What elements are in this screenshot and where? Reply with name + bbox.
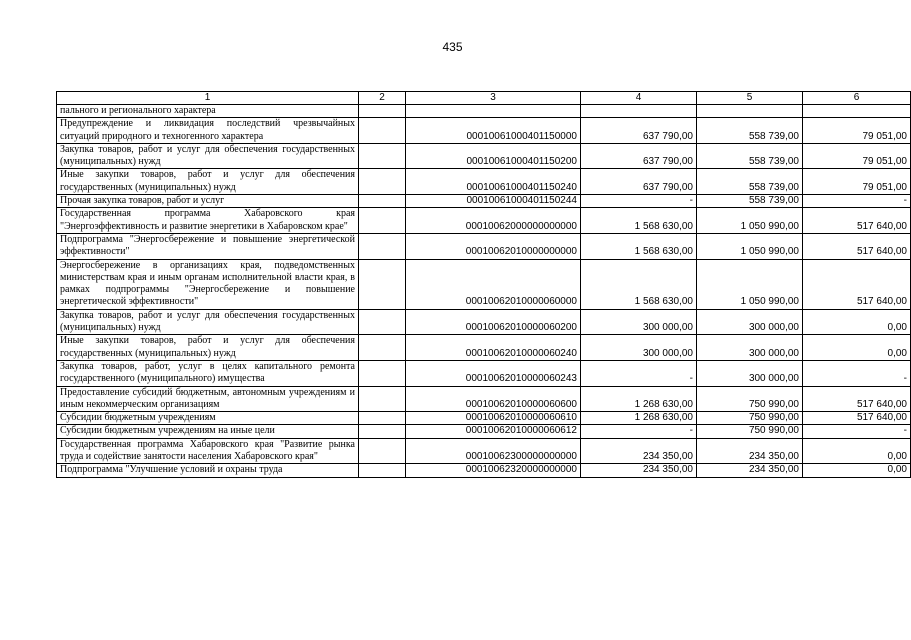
table-row	[57, 335, 911, 361]
row-value-col4: 300 000,00	[581, 309, 697, 335]
row-col2-cell	[359, 335, 406, 361]
table-row	[57, 143, 911, 169]
row-value-col6: 517 640,00	[803, 412, 911, 425]
row-name-cell: Подпрограмма "Энергосбережение и повышение энергетической эффективности"	[57, 233, 359, 259]
row-value-col4: -	[581, 360, 697, 386]
row-value-col4: 1 268 630,00	[581, 386, 697, 412]
row-value-col4: 1 268 630,00	[581, 412, 697, 425]
row-value-col4	[581, 105, 697, 118]
row-name-cell: Субсидии бюджетным учреждениям на иные цели	[57, 425, 359, 438]
table-row	[57, 309, 911, 335]
row-name-cell: Государственная программа Хабаровского края "Энергоэффективность и развитие энергетики в Хабаровском крае"	[57, 208, 359, 234]
table-row	[57, 360, 911, 386]
row-col2-cell	[359, 425, 406, 438]
row-name-cell: Государственная программа Хабаровского края "Развитие рынка труда и содействие занятости населения Хабаровского края"	[57, 438, 359, 464]
row-code-cell: 00010061000401150244	[406, 195, 581, 208]
row-name-cell: Закупка товаров, работ и услуг для обеспечения государственных (муниципальных) нужд	[57, 143, 359, 169]
row-value-col4: -	[581, 195, 697, 208]
table-row	[57, 259, 911, 309]
row-code-cell: 00010062010000060610	[406, 412, 581, 425]
row-value-col6: 0,00	[803, 464, 911, 477]
row-code-cell: 00010062010000000000	[406, 233, 581, 259]
row-value-col6: 79 051,00	[803, 118, 911, 144]
row-col2-cell	[359, 438, 406, 464]
column-header: 2	[359, 92, 406, 105]
row-value-col5: 558 739,00	[697, 118, 803, 144]
row-name-cell: Энергосбережение в организациях края, подведомственных министерствам края и иным органам исполнительной власти края, в рамках подпрограммы "Энергосбережение и повышение энергетической эффективности"	[57, 259, 359, 309]
row-value-col4: 637 790,00	[581, 169, 697, 195]
row-code-cell: 00010062010000060243	[406, 360, 581, 386]
table-row	[57, 118, 911, 144]
row-name-cell: Закупка товаров, работ, услуг в целях капитального ремонта государственного (муниципального) имущества	[57, 360, 359, 386]
row-value-col5: 1 050 990,00	[697, 233, 803, 259]
table-row	[57, 195, 911, 208]
row-name-cell: Закупка товаров, работ и услуг для обеспечения государственных (муниципальных) нужд	[57, 309, 359, 335]
row-col2-cell	[359, 195, 406, 208]
row-code-cell: 00010061000401150240	[406, 169, 581, 195]
row-value-col6: -	[803, 425, 911, 438]
row-code-cell: 00010061000401150000	[406, 118, 581, 144]
row-value-col4: 637 790,00	[581, 118, 697, 144]
row-value-col6: 79 051,00	[803, 143, 911, 169]
row-name-cell: Субсидии бюджетным учреждениям	[57, 412, 359, 425]
row-value-col4: 234 350,00	[581, 438, 697, 464]
row-code-cell	[406, 105, 581, 118]
row-value-col5: 300 000,00	[697, 335, 803, 361]
row-col2-cell	[359, 118, 406, 144]
row-col2-cell	[359, 360, 406, 386]
row-col2-cell	[359, 169, 406, 195]
column-header: 6	[803, 92, 911, 105]
row-value-col4: -	[581, 425, 697, 438]
row-col2-cell	[359, 386, 406, 412]
row-code-cell: 00010062000000000000	[406, 208, 581, 234]
row-value-col5: 1 050 990,00	[697, 208, 803, 234]
row-value-col5: 558 739,00	[697, 143, 803, 169]
row-value-col5: 300 000,00	[697, 360, 803, 386]
row-value-col6: 517 640,00	[803, 259, 911, 309]
row-value-col6: 517 640,00	[803, 208, 911, 234]
table-row	[57, 412, 911, 425]
table-row	[57, 105, 911, 118]
column-header: 1	[57, 92, 359, 105]
table-row	[57, 208, 911, 234]
row-code-cell: 00010062320000000000	[406, 464, 581, 477]
row-value-col4: 1 568 630,00	[581, 233, 697, 259]
column-header: 4	[581, 92, 697, 105]
column-header: 5	[697, 92, 803, 105]
table-header-row	[57, 92, 911, 105]
row-value-col4: 234 350,00	[581, 464, 697, 477]
row-value-col5: 234 350,00	[697, 464, 803, 477]
row-value-col6: 79 051,00	[803, 169, 911, 195]
row-name-cell: Прочая закупка товаров, работ и услуг	[57, 195, 359, 208]
row-name-cell: Иные закупки товаров, работ и услуг для обеспечения государственных (муниципальных) нужд	[57, 335, 359, 361]
row-col2-cell	[359, 464, 406, 477]
row-value-col6: 517 640,00	[803, 233, 911, 259]
row-code-cell: 00010062010000060240	[406, 335, 581, 361]
row-code-cell: 00010061000401150200	[406, 143, 581, 169]
row-value-col6: -	[803, 195, 911, 208]
row-value-col5: 558 739,00	[697, 195, 803, 208]
row-col2-cell	[359, 233, 406, 259]
table-row	[57, 425, 911, 438]
row-code-cell: 00010062010000060600	[406, 386, 581, 412]
table-row	[57, 386, 911, 412]
page-number: 435	[442, 40, 463, 54]
row-value-col5: 234 350,00	[697, 438, 803, 464]
row-col2-cell	[359, 143, 406, 169]
table-row	[57, 169, 911, 195]
table-row	[57, 438, 911, 464]
row-value-col6: -	[803, 360, 911, 386]
row-value-col6: 0,00	[803, 335, 911, 361]
row-code-cell: 00010062300000000000	[406, 438, 581, 464]
row-code-cell: 00010062010000060000	[406, 259, 581, 309]
row-value-col6: 0,00	[803, 309, 911, 335]
row-value-col6: 0,00	[803, 438, 911, 464]
column-header: 3	[406, 92, 581, 105]
row-name-cell: Предупреждение и ликвидация последствий чрезвычайных ситуаций природного и техногенного характера	[57, 118, 359, 144]
row-value-col4: 637 790,00	[581, 143, 697, 169]
row-name-cell: пального и регионального характера	[57, 105, 359, 118]
row-col2-cell	[359, 412, 406, 425]
row-value-col5: 558 739,00	[697, 169, 803, 195]
table-row	[57, 233, 911, 259]
row-value-col4: 300 000,00	[581, 335, 697, 361]
row-name-cell: Подпрограмма "Улучшение условий и охраны труда	[57, 464, 359, 477]
row-value-col5: 300 000,00	[697, 309, 803, 335]
row-name-cell: Иные закупки товаров, работ и услуг для обеспечения государственных (муниципальных) нужд	[57, 169, 359, 195]
row-value-col5: 750 990,00	[697, 386, 803, 412]
row-value-col5: 750 990,00	[697, 425, 803, 438]
row-code-cell: 00010062010000060200	[406, 309, 581, 335]
table-row	[57, 464, 911, 477]
row-value-col5: 1 050 990,00	[697, 259, 803, 309]
row-name-cell: Предоставление субсидий бюджетным, автономным учреждениям и иным некоммерческим организациям	[57, 386, 359, 412]
row-value-col4: 1 568 630,00	[581, 259, 697, 309]
row-code-cell: 00010062010000060612	[406, 425, 581, 438]
row-value-col4: 1 568 630,00	[581, 208, 697, 234]
row-value-col5: 750 990,00	[697, 412, 803, 425]
row-col2-cell	[359, 208, 406, 234]
row-col2-cell	[359, 309, 406, 335]
row-value-col5	[697, 105, 803, 118]
budget-table	[56, 91, 911, 478]
row-col2-cell	[359, 105, 406, 118]
row-value-col6	[803, 105, 911, 118]
row-col2-cell	[359, 259, 406, 309]
row-value-col6: 517 640,00	[803, 386, 911, 412]
